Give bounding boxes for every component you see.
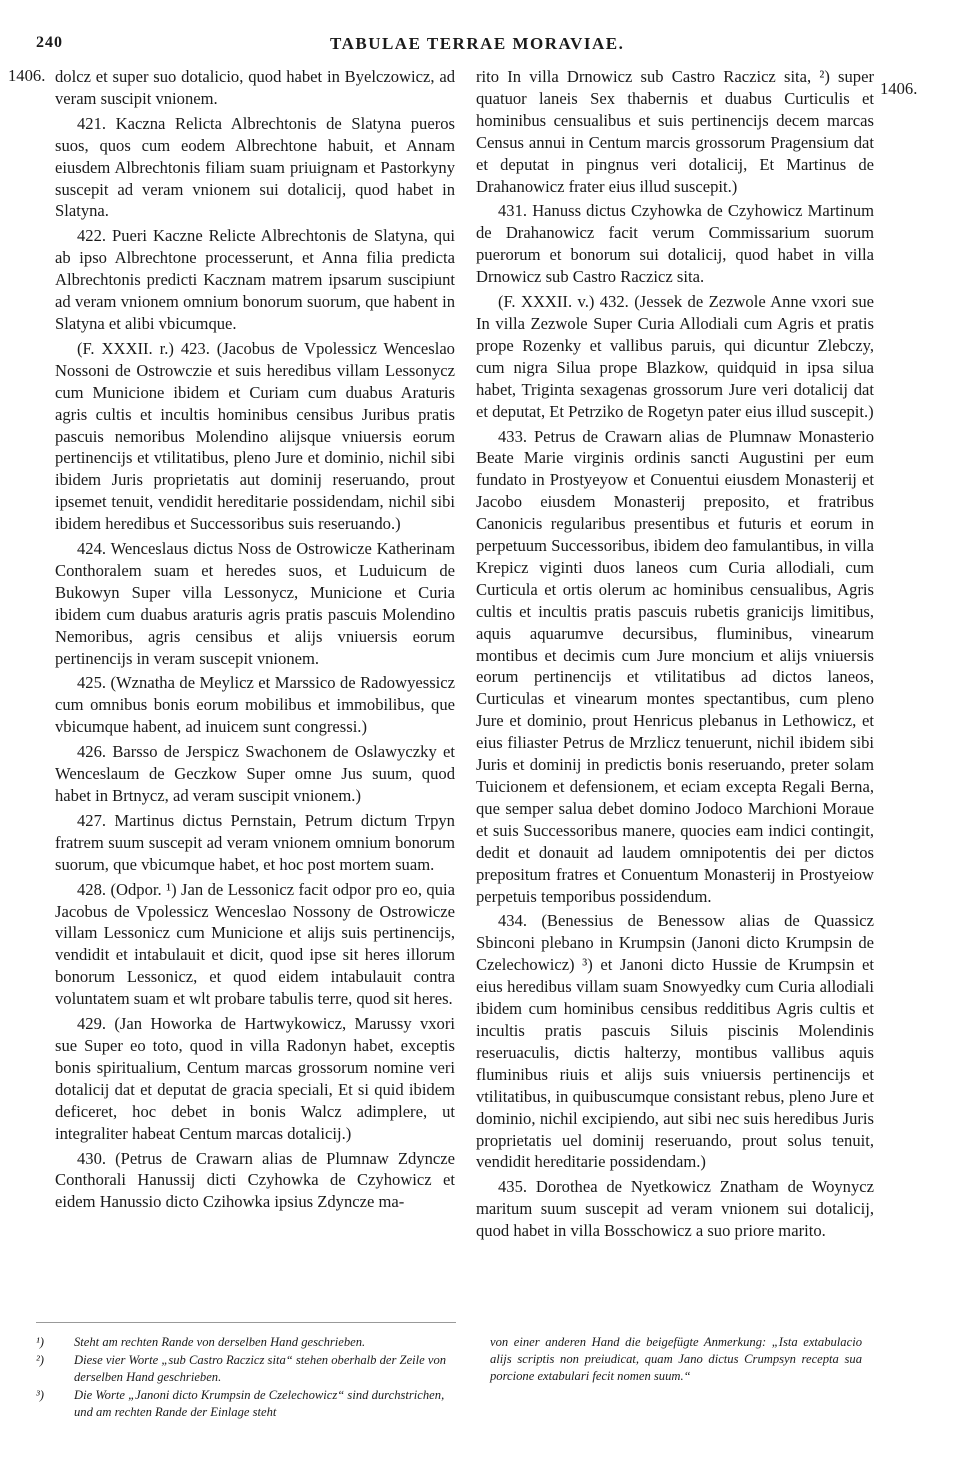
folio-mark: (F. XXXII. r.) [77,338,174,358]
entry-text: (Petrus de Crawarn alias de Plumnaw Zdyncze Conthorali Hanussij dicti Czyhowka de Czyhowicz et eidem Hanussio dicto Czihowka ipsius Zdyncze ma- [55,1148,455,1212]
footnote-3-continuation: von einer anderen Hand die beigefügte Anmerkung: „Ista extabulacio alijs scriptis non preiudicat, quam Jano dictus Crumpsyn recepta sua porcione extabulari fecit nomen suum.“ [490,1335,862,1383]
entry-number: 426. [77,742,107,762]
entry-427 [55,810,455,876]
margin-year-right: 1406. [880,79,918,98]
entry-text: Petrus de Crawarn alias de Plumnaw Monasterio Beate Marie virginis ordinis sancti Augustini per eum fundato in Prostyeyow et Conuentui eiusdem Monasterij et Jacobo eiusdem Monasterij preposito, et fratribus Canonicis regularibus presentibus et futuris et eorum in perpetuum Successoribus, ibidem deo famulantibus, in villa Krepicz viginti duos laneos cum Curia allodiali, cum Curticula et ortis olerum ac hominibus censualibus, Agris cultis et incultis pratis pascuis rubetis granicijs limitibus, aquis aquarumve decursibus, fluminibus, vinearum montibus et decimis cum Jure moncium et alijs vniuersis eorum pertinencijs et vtilitatibus ad dictos laneos, Curticulas et vinearum montes spectantibus, cum pleno Jure et dominio, prout Henricus plebanus in Lethowicz, et eius filiaster Petrus de Mrzlicz tenuerunt, nichil ibidem sibi Juris et dominij in predictis bonis reseruando, preter solam Tuicionem et defensionem, et eciam excepta Regali Berna, que semper salua debet domino Jodoco Marchioni Moraue et suis Successoribus manere, quocies eam indici contingit, dedit et donauit ad laudem omnipotentis dei per dictos prepositum fratres et Conuentum Monasterij in Prostyeiow perpetuis temporibus possidendum. [476,426,874,906]
footnote-1 [36,1334,456,1351]
entry-text: (Benessius de Benessow alias de Quassicz Sbinconi plebano in Krumpsin (Janoni dicto Krumpsin de Czelechowicz) ³) et Janoni dicto Hussie de Krumpsin et eius heredibus villam suam Snowyedky cum Curia allodiali ibidem cum hominibus censibus redditibus Agris cultis et incultis pratis pascuis Siluis piscinis Molendinis reseruaculis, dictis halterzy, montibus vallibus aquis fluminibus riuis et alijs suis vniuersis pertinencijs et vtilitatibus, in quibuscumque consistant rebus, pleno Jure et dominio, nichil excipiendo, aut sibi nec suis heredibus Juris proprietatis uel dominij reseruando, prout solus tenuit, vendidit hereditarie possidendam.) [476,911,874,1172]
entry-number: 435. [498,1177,528,1197]
entry-number: 429. [77,1014,107,1034]
entry-number: 432. [599,292,629,312]
entry-number: 423. [180,338,210,358]
entry-number: 428. [77,879,107,899]
footnote-marker: ³) [36,1388,44,1402]
entry-number: 431. [498,201,528,221]
entry-text: Wenceslaus dictus Noss de Ostrowicze Katherinam Conthoralem suam et heredes suos, et Luduicum de Bukowyn Super villa Lessonycz, Municione et Curia ibidem cum duabus araturis agris pratis pascuis Molendino Nemoribus, agris censibus et alijs vniuersis eorum pertinencijs in veram suscepit vnionem. [55,539,455,668]
entry-number: 430. [77,1148,107,1168]
entry-text: Hanuss dictus Czyhowka de Czyhowicz Martinum de Drahanowicz facit verum Commissarium suorum puerorum et bonorum sui dotalicij, quod habet in villa Drnowicz sub Castro Raczicz sita. [476,201,874,287]
entry-421 [55,113,455,223]
entry-text: (Jan Howorka de Hartwykowicz, Marussy vxori sue Super eo toto, quod in villa Radonyn habet, exceptis bonis spiritualium, Centum marcas grossorum nomine veri dotalicij dat et deputat de gracia speciali, Et si quid ibidem deficeret, hoc debet in bonis Walcz adimplere, ut integraliter habeat Centum marcas dotalicij.) [55,1014,455,1143]
entry-432 [476,291,874,422]
entry-continuation: dolcz et super suo dotalicio, quod habet in Byelczowicz, ad veram suscipit vnionem. [55,67,455,108]
footnote-divider [36,1322,456,1323]
footnote-text: Diese vier Worte „sub Castro Raczicz sita“ stehen oberhalb der Zeile von derselben Hand geschrieben. [74,1353,447,1384]
entry-text: (Jacobus de Vpolessicz Wenceslao Nossoni de Ostrowczie et suis heredibus villam Lessonycz cum Municione ibidem et Curiam cum duabus Araturis agris cultis et incultis hominibus censibus Juribus pratis pascuis nemoribus Molendino alijsque vniuersis eorum pertinencijs et vtilitatibus, pleno Jure et dominio, nichil sibi ibidem Juris proprietatis aut dominij reseruando, prout ipsemet tenuit, vendidit hereditarie possidendam, nichil sibi ibidem heredibus et Successoribus suis reseruando.) [55,338,455,534]
entry-424 [55,538,455,669]
entry-text: Kaczna Relicta Albrechtonis de Slatyna pueros suos, quos cum eodem Albrechtone habuit, et Annam eiusdem Albrechtonis filiam suam priuignam et Pastorkyny suscepit ad veram vnionem sui dotalicij, quod habet in Slatyna. [55,113,455,221]
footnotes-right [490,1334,862,1385]
footnote-text: Die Worte „Janoni dicto Krumpsin de Czelechowicz“ sind durchstrichen, und am rechten Rande der Einlage steht [74,1388,445,1419]
entry-430 [55,1148,455,1214]
entry-number: 424. [77,539,107,559]
folio-mark: (F. XXXII. v.) [498,292,595,312]
right-column [476,66,874,1245]
entry-435 [476,1176,874,1242]
entry-text: Barsso de Jerspicz Swachonem de Oslawyczky et Wenceslaum de Geczkow Super omne Jus suum, quod habet in Brtnycz, ad veram suscipit vnionem.) [55,742,455,805]
footnote-text: Steht am rechten Rande von derselben Hand geschrieben. [74,1335,366,1349]
entry-425 [55,672,455,738]
margin-year-left: 1406. [8,66,46,85]
entry-text: (Jessek de Zezwole Anne vxori sue In villa Zezwole Super Curia Allodiali cum Agris et pratis prope Rozenky et vallibus paruis, qui dicuntur Zlebczy, cum nigra Silua prope Blazkow, quidquid in ipsa silua habet, Triginta sexagenas grossorum Jure veri dotalicij dat et deputat, Et Petrziko de Rogetyn pater eius illud suscepit.) [476,292,875,421]
entry-continuation: rito In villa Drnowicz sub Castro Raczicz sita, ²) super quatuor laneis Sex thabernis et duabus Curticulis et hominibus censualibus et suis pertinencijs decem marcas Census annui in Centum marcis grossorum Pragensium dat et deputat in pingnus veri dotalicij, Et Martinus de Drahanowicz frater eius illud suscepit.) [476,67,874,196]
entry-428 [55,879,455,1010]
entry-number: 425. [77,673,107,693]
running-title: TABULAE TERRAE MORAVIAE. [330,34,625,53]
entry-text: Dorothea de Nyetkowicz Znatham de Woynycz maritum suum suscepit ad veram vnionem sui dotalicij, quod habet in villa Bosschowicz a suo priore marito. [476,1177,874,1241]
footnote-3 [36,1387,456,1421]
entry-number: 427. [77,810,107,830]
entry-423 [55,338,455,535]
entry-number: 422. [77,226,107,246]
entry-429 [55,1013,455,1144]
left-column [55,66,455,1216]
page-number: 240 [36,34,63,51]
footnote-marker: ²) [36,1353,44,1367]
entry-431 [476,200,874,288]
footnotes-left [36,1334,456,1422]
entry-text: (Odpor. ¹) Jan de Lessonicz facit odpor pro eo, quia Jacobus de Vpolessicz Wenceslao Nossony de Ostrowicze villam Lessonicz cum Municione et alijs suis pertinencijs, vendidit et intabulauit et dicit, quod ipse sit heres illorum bonorum Lessonicz, et quod eidem intabulauit contra voluntatem suam et wlt probare tabulis terre, quod sit heres. [55,879,455,1009]
page-header [0,26,960,56]
entry-text: Martinus dictus Pernstain, Petrum dictum Trpyn fratrem suum suscepit ad veram vnionem omnium bonorum suorum, que vbicumque habet, et hoc post mortem suam. [55,810,455,874]
entry-434 [476,910,874,1173]
entry-text: Pueri Kaczne Relicte Albrechtonis de Slatyna, qui ab ipso Albrechtone processerunt, et Anna filia predicta Albrechtonis predicti Kacznam matrem ipsarum suscipiunt ad veram vnionem omnium bonorum suorum, que habent in Slatyna et alibi vbicumque. [55,226,455,333]
entry-433 [476,426,874,908]
entry-text: (Wznatha de Meylicz et Marssico de Radowyessicz cum omnibus bonis eorum mobilibus et immobilibus, que vbicumque habent, ad inuicem sunt congressi.) [55,673,455,737]
entry-number: 421. [77,113,107,133]
footnote-marker: ¹) [36,1335,44,1349]
entry-number: 433. [498,426,528,446]
footnote-2 [36,1352,456,1386]
entry-422 [55,225,455,335]
entry-426 [55,741,455,807]
entry-number: 434. [498,911,528,931]
